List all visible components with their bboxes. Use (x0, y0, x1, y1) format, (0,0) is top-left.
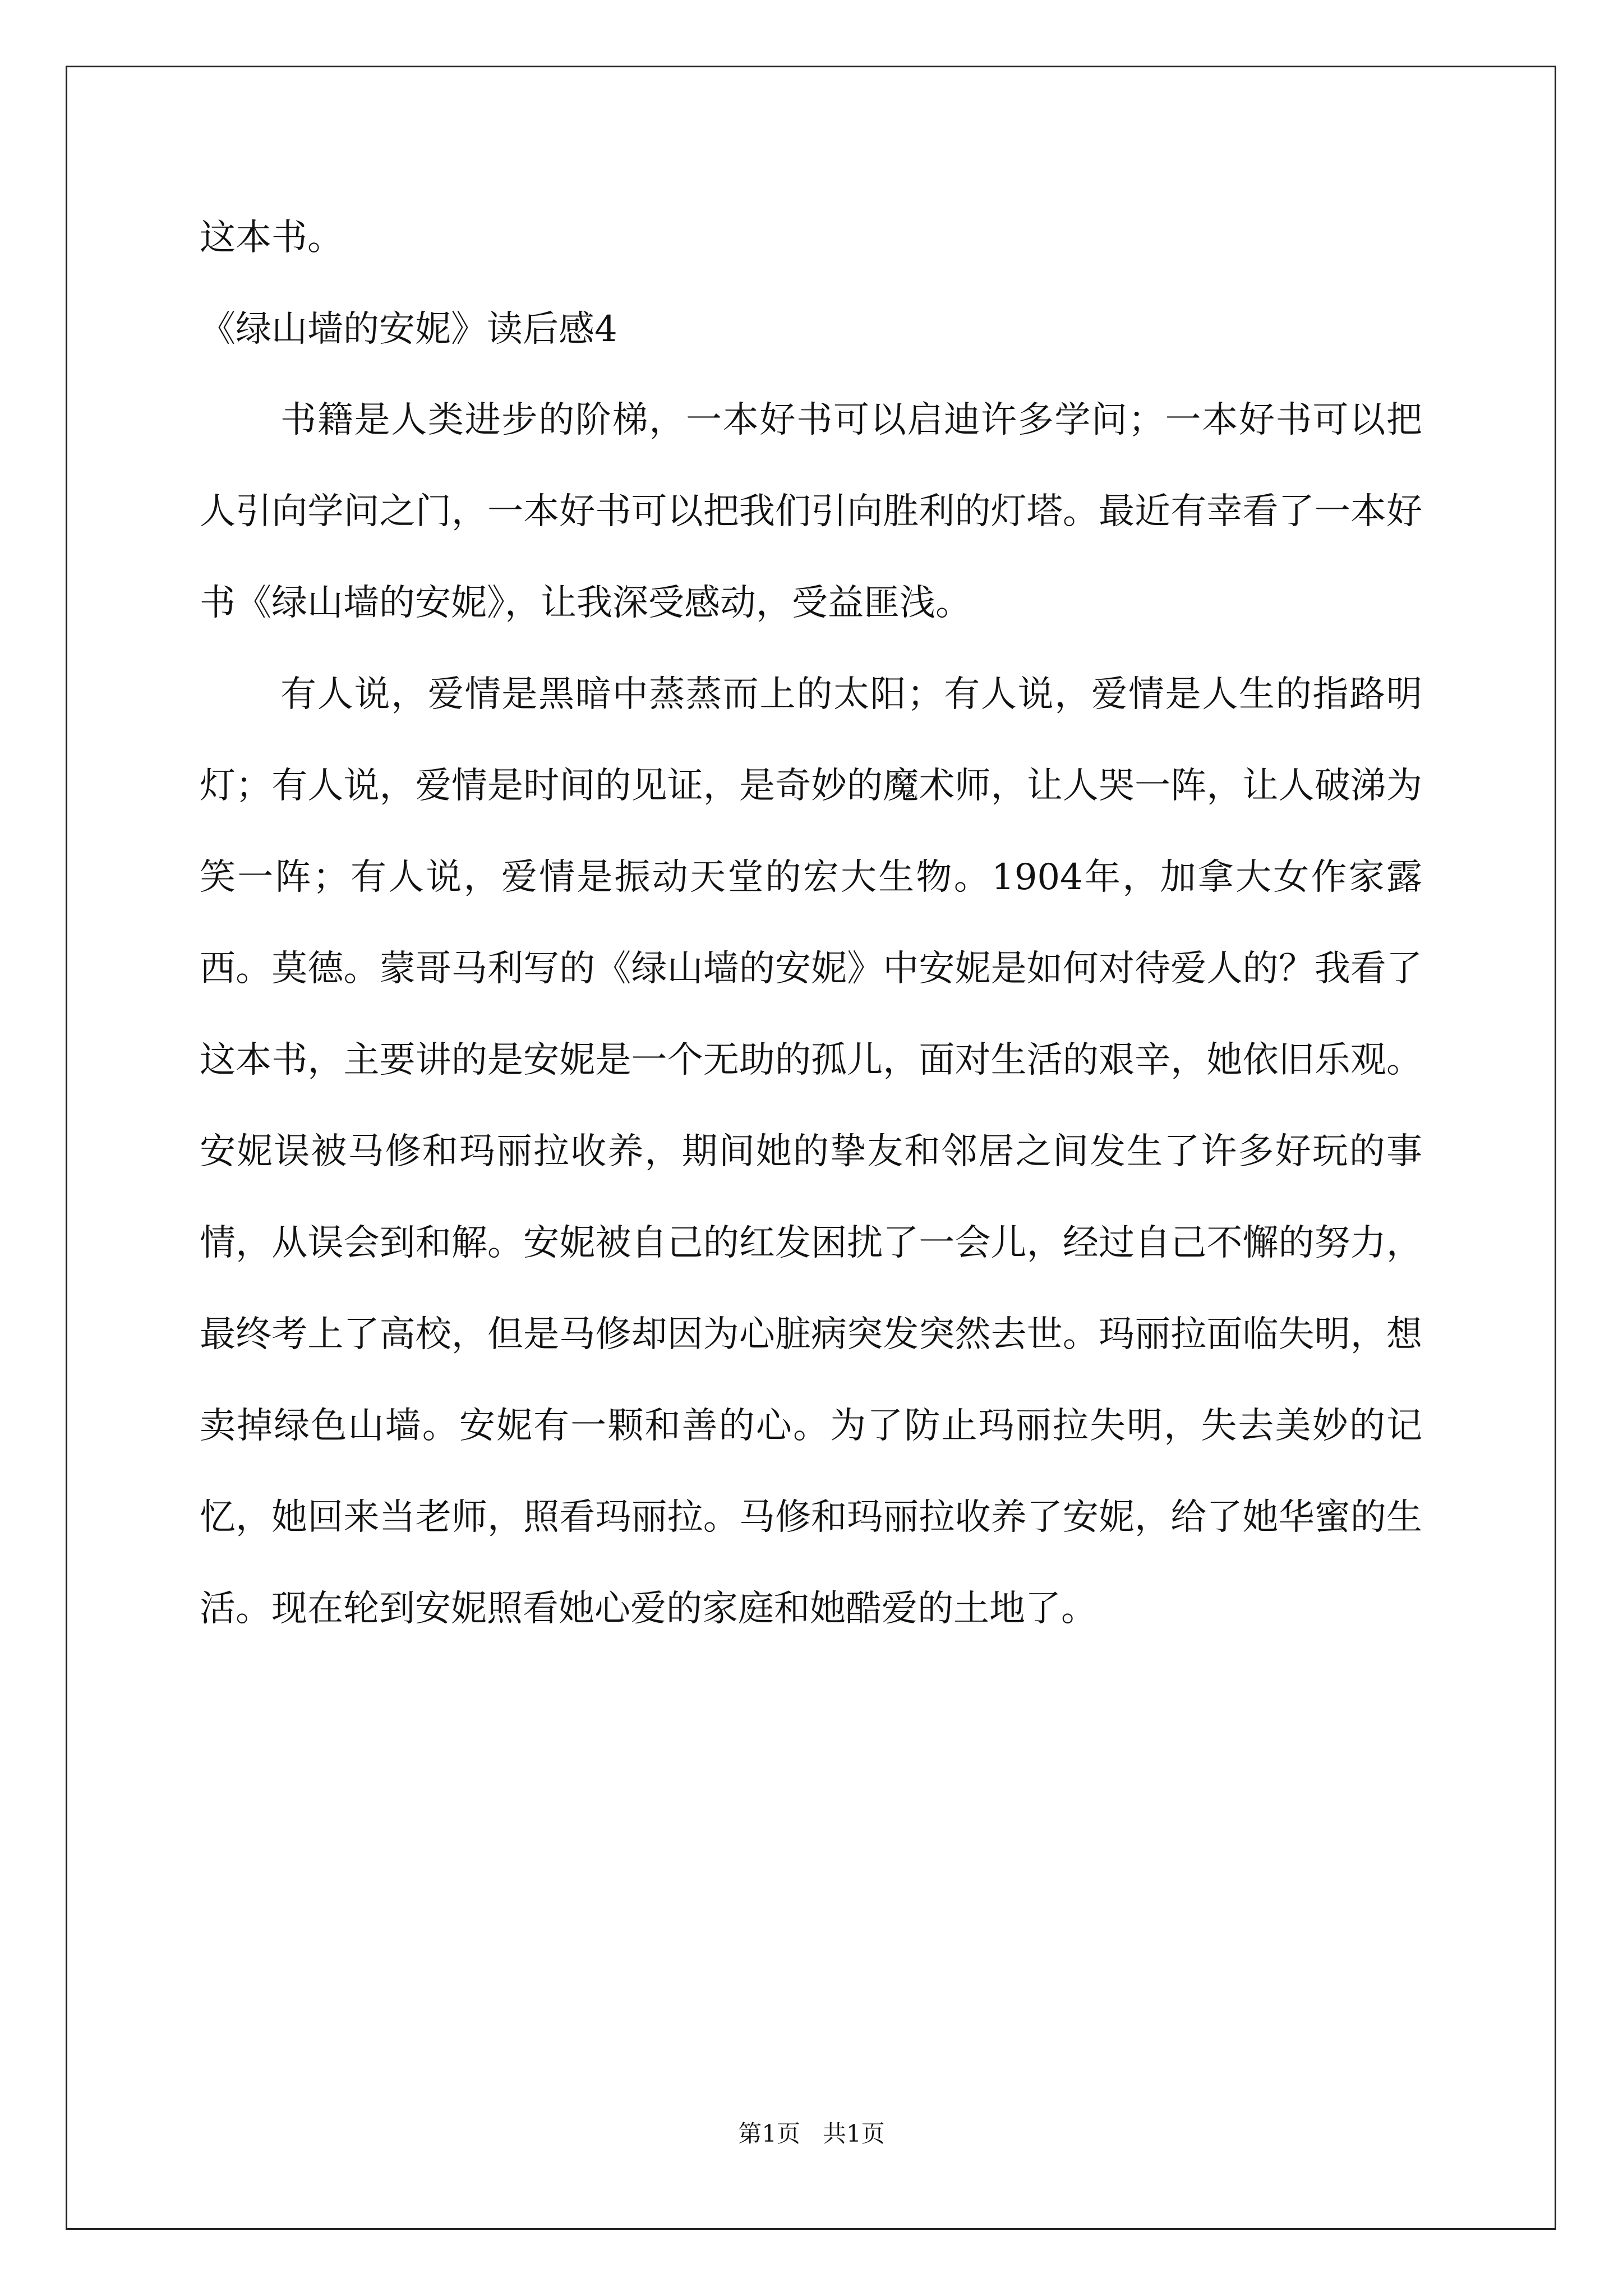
continuation-text: 这本书。 (200, 217, 343, 259)
page-footer: 第1页 共1页 (738, 2120, 885, 2147)
paragraph-2: 有人说，爱情是黑暗中蒸蒸而上的太阳；有人说，爱情是人生的指路明灯；有人说，爱情是时间的见证，是奇妙的魔术师，让人哭一阵，让人破涕为笑一阵；有人说，爱情是振动天堂的宏大生物。1904年，加拿大女作家露西。莫德。蒙哥马利写的《绿山墙的安妮》中安妮是如何对待爱人的？我看了这本书，主要讲的是安妮是一个无助的孤儿，面对生活的艰辛，她依旧乐观。安妮误被马修和玛丽拉收养，期间她的挚友和邻居之间发生了许多好玩的事情，从误会到和解。安妮被自己的红发困扰了一会儿，经过自己不懈的努力，最终考上了高校，但是马修却因为心脏病突发突然去世。玛丽拉面临失明，想卖掉绿色山墙。安妮有一颗和善的心。为了防止玛丽拉失明，失去美妙的记忆，她回来当老师，照看玛丽拉。马修和玛丽拉收养了安妮，给了她华蜜的生活。现在轮到安妮照看她心爱的家庭和她酷爱的土地了。 (200, 674, 1422, 1630)
section-title: 《绿山墙的安妮》读后感4 (200, 309, 617, 350)
paragraph-1: 书籍是人类进步的阶梯，一本好书可以启迪许多学问；一本好书可以把人引向学问之门，一本好书可以把我们引向胜利的灯塔。最近有幸看了一本好书《绿山墙的安妮》，让我深受感动，受益匪浅。 (200, 399, 1422, 624)
document-body (200, 208, 1422, 1655)
